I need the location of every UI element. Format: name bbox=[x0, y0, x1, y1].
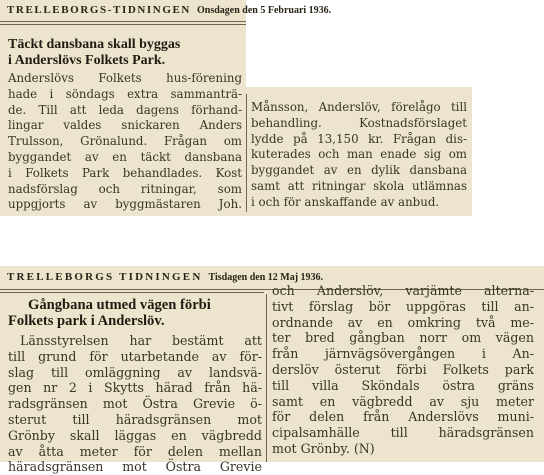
text-line: Trulsson, Grönalund. Frågan om bbox=[8, 134, 242, 149]
masthead-february bbox=[7, 4, 331, 16]
column-divider bbox=[266, 294, 267, 462]
text-line: i Folkets Park behandlades. Kost bbox=[8, 165, 242, 180]
headline-dance-floor bbox=[8, 37, 180, 69]
masthead-rule bbox=[0, 21, 246, 22]
text-line: lydde på 13,150 kr. Frågan dis- bbox=[251, 131, 467, 146]
text-line: nadsförslag och ritningar, som bbox=[8, 181, 242, 196]
text-line: i och för anskaffande av anbud. bbox=[251, 194, 440, 209]
text-line: samt en vägbredd av sju meter bbox=[272, 393, 534, 409]
text-line: gen nr 2 i Skytts härad från hä- bbox=[8, 380, 262, 396]
newspaper-name: TRELLEBORGS-TIDNINGEN bbox=[7, 4, 191, 16]
article-column-2 bbox=[272, 283, 534, 457]
text-line: derslöv österut förbi Folkets park bbox=[272, 361, 534, 377]
text-line: och Anderslöv, varjämte alterna- bbox=[272, 283, 534, 298]
article-column-2 bbox=[251, 100, 467, 211]
newspaper-name: TRELLEBORGS TIDNINGEN bbox=[7, 271, 203, 283]
text-line: ter bred gångban norr om vägen bbox=[272, 330, 534, 346]
text-line: slag till omläggning av landsvä- bbox=[8, 364, 262, 380]
text-line: från järnvägsövergången i An- bbox=[272, 346, 534, 362]
text-line: tivt förslag bör uppgöras till an- bbox=[272, 298, 534, 314]
headline-line: Folkets park i Anderslöv. bbox=[8, 313, 165, 329]
text-line: hade i söndags extra sammanträ- bbox=[8, 86, 242, 101]
text-line: samt att ritningar skola utlämnas bbox=[251, 178, 467, 193]
issue-date: Tisdagen den 12 Maj 1936. bbox=[208, 272, 324, 283]
text-line: till villa Sköndals östra gräns bbox=[272, 377, 534, 393]
issue-date: Onsdagen den 5 Februari 1936. bbox=[196, 5, 332, 16]
masthead-rule-thin bbox=[0, 24, 246, 25]
headline-footpath bbox=[8, 297, 211, 329]
headline-line: i Anderslövs Folkets Park. bbox=[8, 53, 166, 68]
text-line: till grund för utarbetande av för- bbox=[8, 348, 262, 364]
text-line: de. Till att leda dagens förhand- bbox=[8, 102, 242, 117]
text-line: Länsstyrelsen har bestämt att bbox=[20, 333, 262, 348]
text-line: uppgjorts av byggmästaren Joh. bbox=[8, 197, 242, 212]
headline-line: Täckt dansbana skall byggas bbox=[8, 37, 181, 52]
text-line: sterut till häradsgränsen mot bbox=[8, 411, 262, 427]
text-line: Anderslövs Folkets hus-förening bbox=[8, 71, 242, 85]
headline-line: Gångbana utmed vägen förbi bbox=[28, 297, 211, 313]
text-line: Grönby skall läggas en vägbredd bbox=[8, 427, 262, 443]
text-line: radsgränsen mot Östra Grevie ö- bbox=[8, 396, 262, 412]
article-column-1 bbox=[8, 333, 262, 475]
article-column-1 bbox=[8, 71, 242, 213]
masthead-may bbox=[7, 271, 323, 283]
text-line: häradsgränsen mot Östra Grevie bbox=[8, 459, 262, 475]
text-line: behandling. Kostnadsförslaget bbox=[251, 115, 467, 130]
text-line: för delen från Anderslövs muni- bbox=[272, 409, 534, 425]
text-line: cipalsamhälle till häradsgränsen bbox=[272, 425, 534, 441]
text-line: av åtta meter för delen mellan bbox=[8, 443, 262, 459]
text-line: byggandet av en täckt dansbana bbox=[8, 149, 242, 164]
text-line: ordnande av en omkring två me- bbox=[272, 314, 534, 330]
text-line: mot Grönby. (N) bbox=[272, 440, 375, 456]
text-line: kuterades och man enade sig om bbox=[251, 147, 467, 162]
column-divider bbox=[246, 94, 247, 212]
text-line: Månsson, Anderslöv, förelågo till bbox=[251, 100, 467, 114]
text-line: lingar valdes snickaren Anders bbox=[8, 118, 242, 133]
text-line: byggandet av en dylik dansbana bbox=[251, 163, 467, 178]
masthead-rule-thin bbox=[0, 292, 264, 293]
